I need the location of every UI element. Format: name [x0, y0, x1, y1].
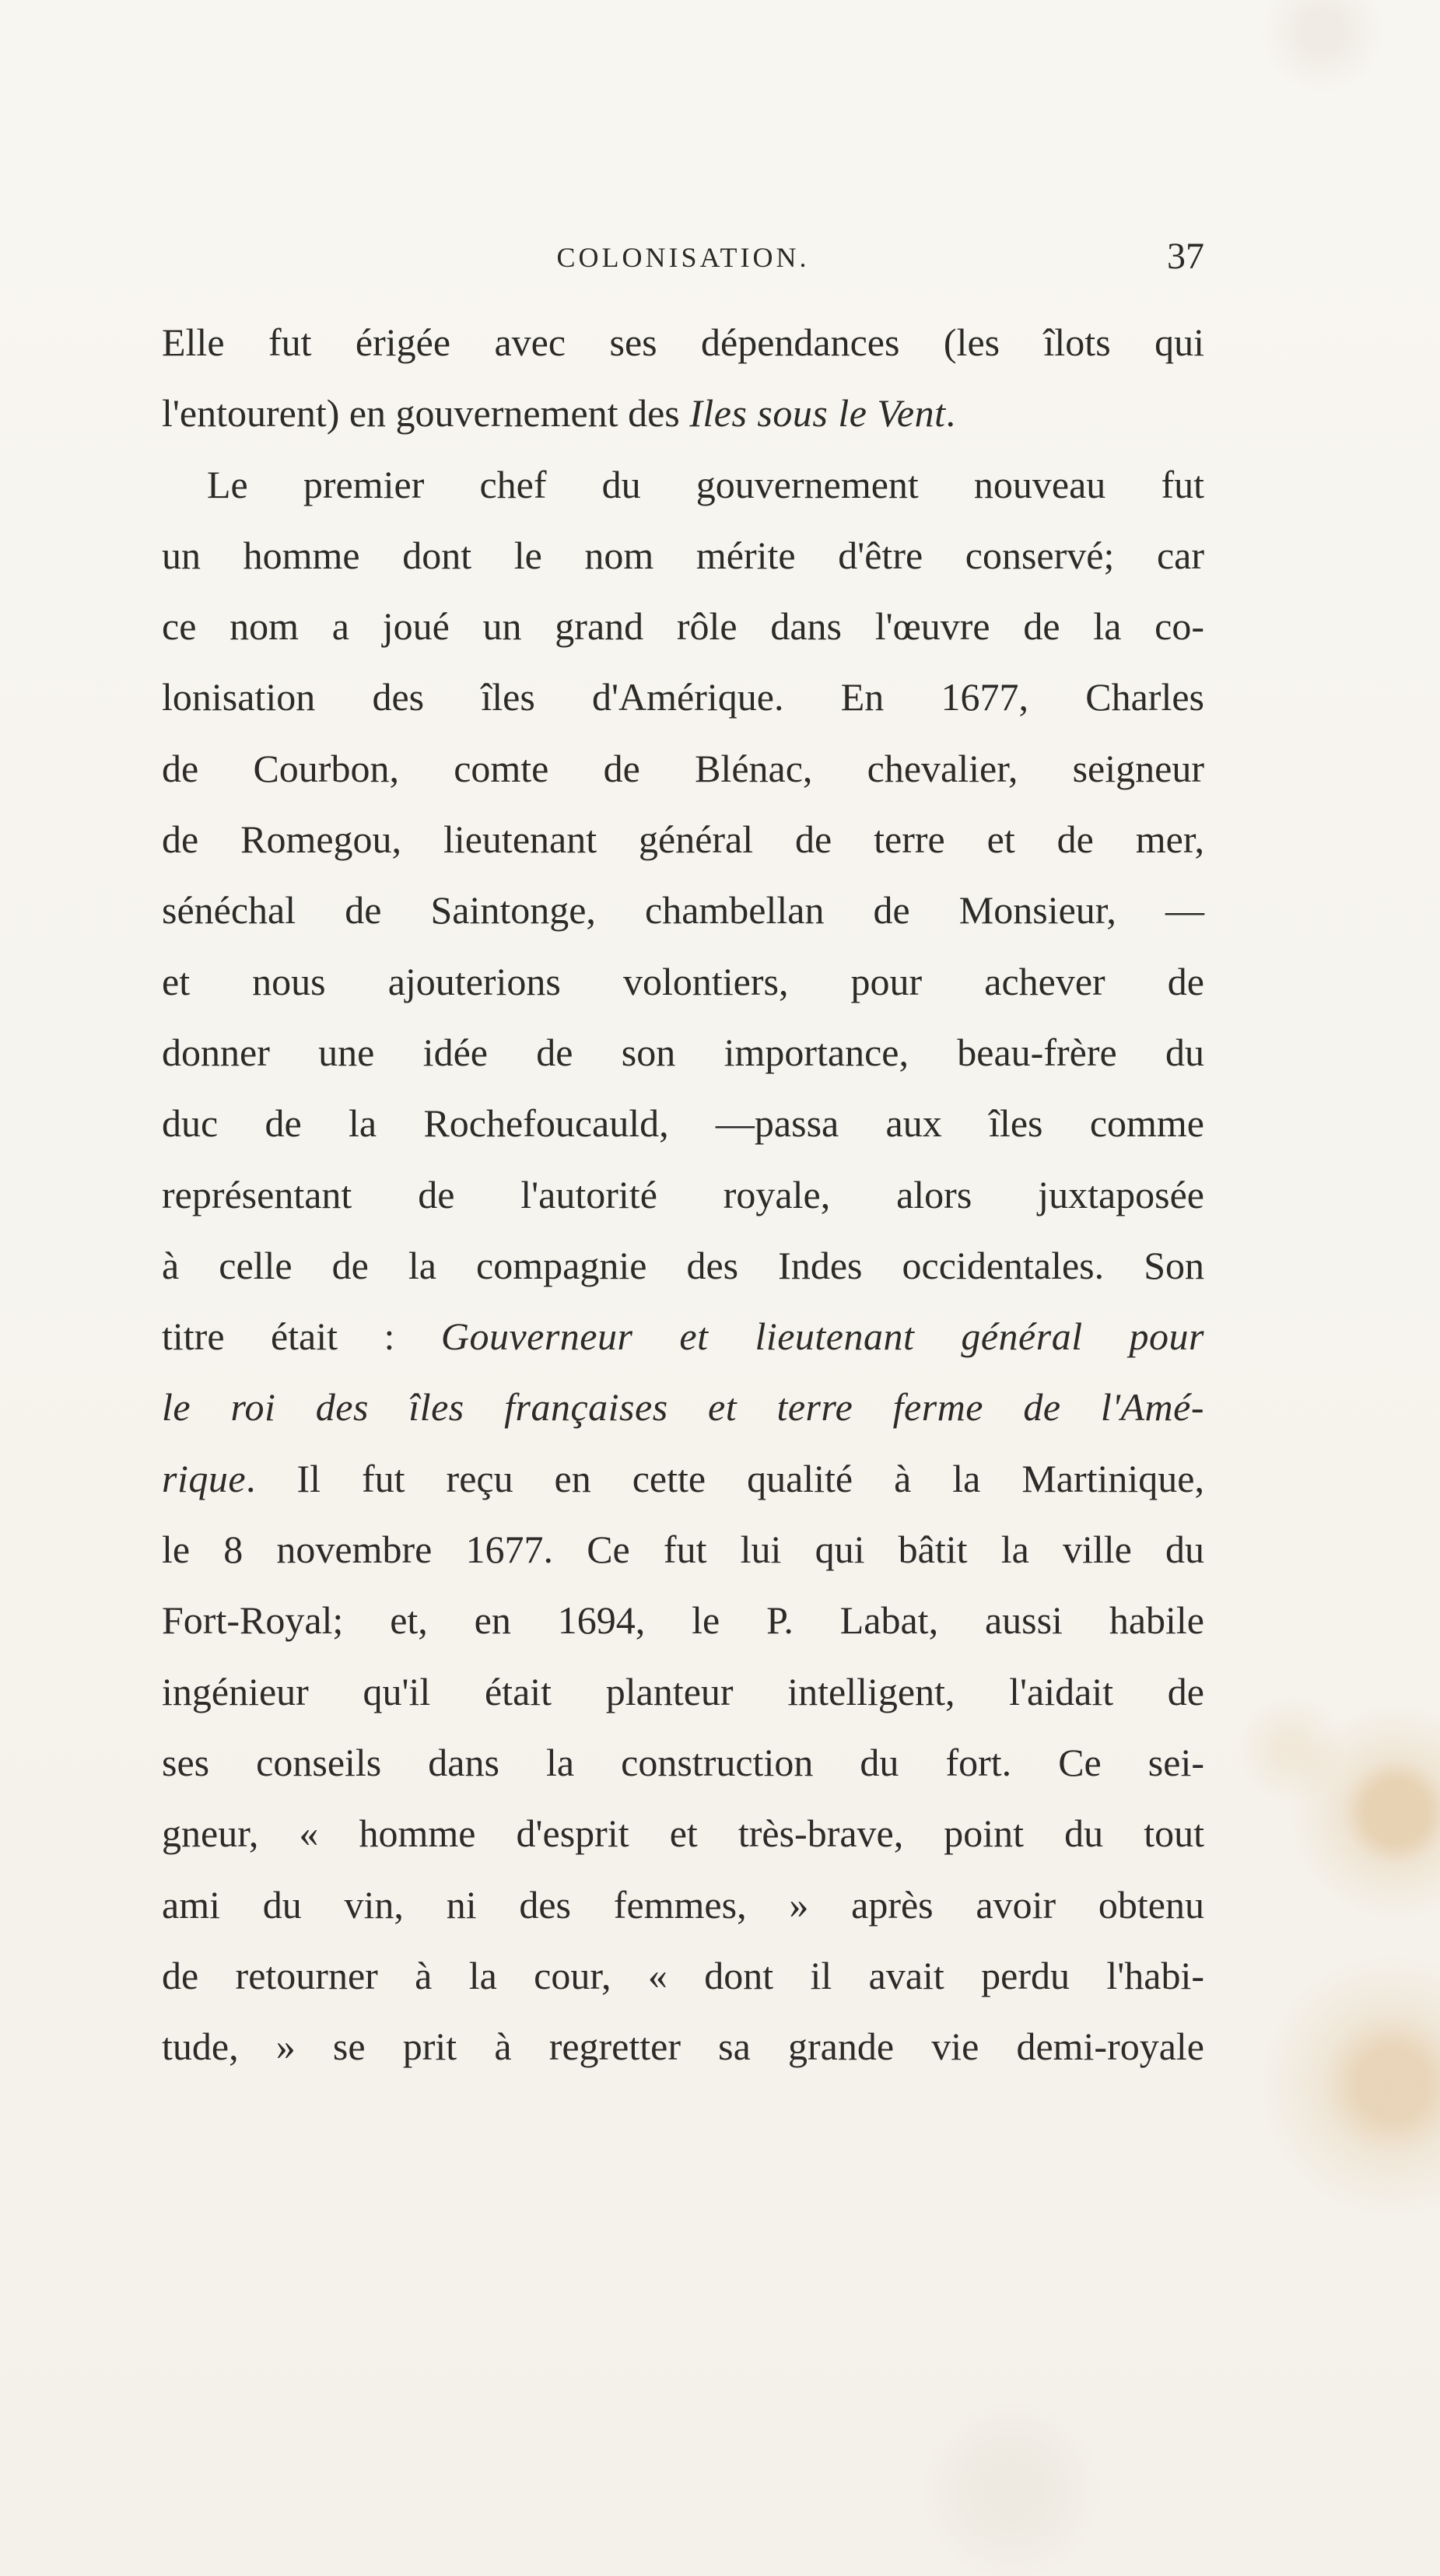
text-fragment: Elle fut érigée avec ses dépendances (les îlots qui — [162, 320, 1204, 364]
text-line-21 — [162, 1727, 1204, 1798]
running-head: COLONISATION. — [556, 242, 810, 273]
text-line-23 — [162, 1870, 1204, 1941]
text-line-10 — [162, 947, 1204, 1017]
text-fragment: Fort-Royal; et, en 1694, le P. Labat, aussi habile — [162, 1598, 1204, 1643]
text-line-4 — [162, 520, 1204, 591]
text-fragment: le 8 novembre 1677. Ce fut lui qui bâtit la ville du — [162, 1528, 1204, 1572]
text-fragment: . Il fut reçu en cette qualité à la Martinique, — [246, 1456, 1204, 1500]
text-fragment: donner une idée de son importance, beau-frère du — [162, 1030, 1204, 1074]
text-line-1 — [162, 307, 1204, 378]
italic-text: rique — [162, 1456, 247, 1500]
text-line-25 — [162, 2011, 1204, 2082]
text-line-3 — [162, 450, 1204, 520]
text-fragment: lonisation des îles d'Amérique. En 1677, Charles — [162, 675, 1204, 719]
text-fragment: ce nom a joué un grand rôle dans l'œuvre de la co- — [162, 604, 1204, 649]
text-line-11 — [162, 1017, 1204, 1088]
text-line-7 — [162, 733, 1204, 804]
text-fragment: . — [945, 391, 956, 436]
text-line-18 — [162, 1514, 1204, 1585]
text-fragment: Le premier chef du gouvernement nouveau fut — [207, 462, 1204, 506]
text-line-24 — [162, 1941, 1204, 2011]
text-fragment: titre était : — [162, 1314, 441, 1359]
text-fragment: ami du vin, ni des femmes, » après avoir obtenu — [162, 1882, 1204, 1927]
text-line-12 — [162, 1088, 1204, 1159]
text-line-6 — [162, 662, 1204, 733]
text-fragment: ingénieur qu'il était planteur intelligent, l'aidait de — [162, 1669, 1204, 1713]
text-line-2 — [162, 378, 1204, 449]
text-line-16 — [162, 1372, 1204, 1443]
text-line-13 — [162, 1160, 1204, 1230]
text-fragment: représentant de l'autorité royale, alors juxtaposée — [162, 1172, 1204, 1216]
text-line-14 — [162, 1230, 1204, 1301]
text-line-5 — [162, 591, 1204, 662]
text-line-19 — [162, 1585, 1204, 1656]
text-fragment: de Courbon, comte de Blénac, chevalier, seigneur — [162, 746, 1204, 790]
text-fragment: et nous ajouterions volontiers, pour achever de — [162, 959, 1204, 1003]
text-line-15 — [162, 1301, 1204, 1372]
text-fragment: à celle de la compagnie des Indes occidentales. Son — [162, 1243, 1204, 1287]
text-line-17 — [162, 1444, 1204, 1514]
text-line-9 — [162, 875, 1204, 946]
italic-text: le roi des îles françaises et terre ferme de l'Amé- — [162, 1385, 1204, 1430]
page-header — [162, 236, 1204, 288]
italic-text: Iles sous le Vent — [689, 391, 946, 436]
text-fragment: tude, » se prit à regretter sa grande vie demi-royale — [162, 2025, 1204, 2069]
text-fragment: sénéchal de Saintonge, chambellan de Monsieur, — — [162, 888, 1204, 933]
body-text — [162, 307, 1204, 2082]
text-fragment: duc de la Rochefoucauld, —passa aux îles comme — [162, 1101, 1204, 1146]
text-line-8 — [162, 804, 1204, 875]
text-fragment: de retourner à la cour, « dont il avait perdu l'habi- — [162, 1953, 1204, 1997]
text-line-20 — [162, 1657, 1204, 1727]
text-fragment: un homme dont le nom mérite d'être conservé; car — [162, 533, 1204, 577]
text-fragment: l'entourent) en gouvernement des — [162, 391, 690, 436]
text-fragment: ses conseils dans la construction du fort. Ce sei- — [162, 1740, 1204, 1784]
text-fragment: gneur, « homme d'esprit et très-brave, point du tout — [162, 1811, 1204, 1856]
page-number: 37 — [1167, 236, 1204, 277]
text-line-22 — [162, 1798, 1204, 1869]
italic-text: Gouverneur et lieutenant général pour — [440, 1314, 1204, 1359]
text-fragment: de Romegou, lieutenant général de terre et de mer, — [162, 817, 1204, 862]
